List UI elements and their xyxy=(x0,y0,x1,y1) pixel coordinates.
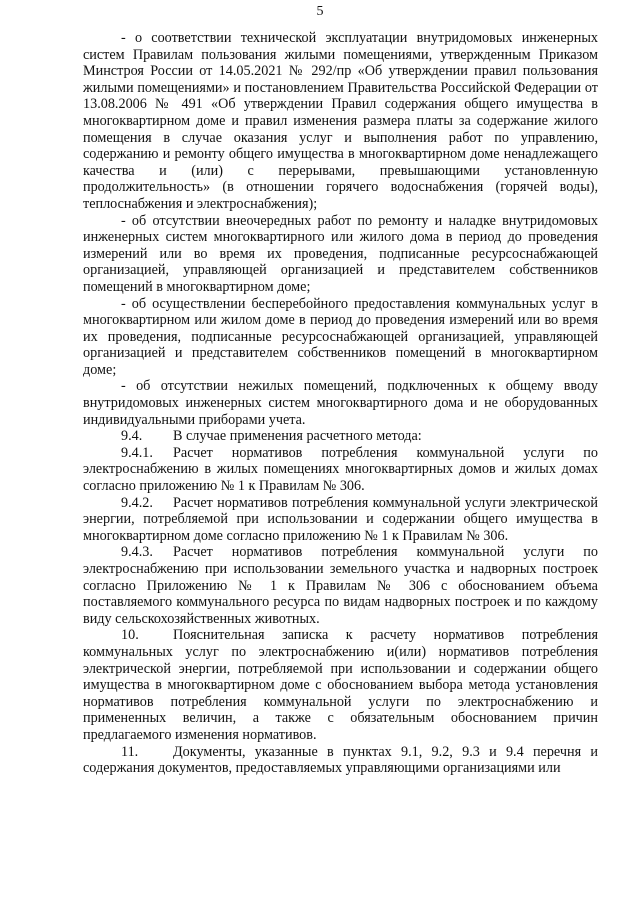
paragraph-9-4-3 xyxy=(83,544,598,627)
paragraph-number: 9.4. xyxy=(121,428,143,445)
paragraph-number: 10. xyxy=(121,627,139,644)
paragraph-text: Расчет нормативов потребления коммунальной услуги по электроснабжению в жилых помещениях многоквартирных домов и жилых домах согласно приложению № 1 к Правилам № 306. xyxy=(83,444,598,495)
paragraph-text: - об отсутствии нежилых помещений, подключенных к общему вводу внутридомовых инженерных систем многоквартирного дома и не оборудованных индивидуальными приборами учета. xyxy=(83,378,598,428)
paragraph-text: - об осуществлении бесперебойного предоставления коммунальных услуг в многоквартирном или жилом доме в период до проведения измерений или во время их проведения, подписанные ресурсоснабжающей организацией, управляющей организацией и представителем собственников помещений в многоквартирном доме; xyxy=(83,295,598,378)
paragraph-no-extra-works xyxy=(83,213,598,296)
paragraph-text: Пояснительная записка к расчету нормативов потребления коммунальных услуг по электроснабжению и(или) нормативов потребления электрической энергии, потребляемой при использовании и содержании общего имущества в многоквартирном доме с обоснованием выбора метода установления нормативов потребления коммунальной услуги по электроснабжению и примененных величин, а также с обязательным обоснованием причин предлагаемого изменения нормативов. xyxy=(83,627,598,743)
paragraph-9-4-1 xyxy=(83,445,598,495)
paragraph-text: В случае применения расчетного метода: xyxy=(173,428,422,445)
paragraph-11 xyxy=(83,744,598,777)
paragraph-number: 9.4.2. xyxy=(121,494,153,511)
paragraph-9-4-2 xyxy=(83,495,598,545)
paragraph-uninterrupted-supply xyxy=(83,296,598,379)
paragraph-text: Расчет нормативов потребления коммунальной услуги по электроснабжению при использовании земельного участка и надворных построек согласно Приложению № 1 к Правилам № 306 с обоснованием объема поставляемого коммунального ресурса по видам надворных построек и по каждому виду сельскохозяйственных животных. xyxy=(83,544,598,627)
document-body xyxy=(83,30,598,777)
paragraph-10 xyxy=(83,627,598,743)
paragraph-technical-operation xyxy=(83,30,598,213)
paragraph-9-4 xyxy=(83,428,598,445)
paragraph-text: - об отсутствии внеочередных работ по ремонту и наладке внутридомовых инженерных систем многоквартирного или жилого дома в период до проведения измерений или во время их проведения, подписанные ресурсоснабжающей организацией, управляющей организацией и представителем собственников помещений в многоквартирном доме; xyxy=(83,212,598,295)
page-number: 5 xyxy=(316,4,324,19)
paragraph-number: 9.4.3. xyxy=(121,544,153,561)
paragraph-text: Расчет нормативов потребления коммунальной услуги электрической энергии, потребляемой при использовании и содержании общего имущества в многоквартирном доме согласно приложению № 1 к Правилам № 306. xyxy=(83,494,598,544)
paragraph-text: - о соответствии технической эксплуатации внутридомовых инженерных систем Правилам пользования жилыми помещениями, утвержденным Приказом Минстроя России от 14.05.2021 № 292/пр «Об утверждении правил пользования жилыми помещениями» и постановлением Правительства Российской Федерации от 13.08.2006 № 491 «Об утверждении Правил содержания общего имущества в многоквартирном доме и правил изменения размера платы за содержание жилого помещения в случае оказания услуг и выполнения работ по управлению, содержанию и ремонту общего имущества в многоквартирном доме ненадлежащего качества и (или) с перерывами, превышающими установленную продолжительность» (в отношении горячего водоснабжения (горячей воды), теплоснабжения и электроснабжения); xyxy=(83,30,598,212)
paragraph-text: Документы, указанные в пунктах 9.1, 9.2, 9.3 и 9.4 перечня и содержания документов, предоставляемых управляющими организациями или xyxy=(83,743,598,777)
paragraph-no-nonresidential xyxy=(83,378,598,428)
paragraph-number: 11. xyxy=(121,743,139,760)
paragraph-number: 9.4.1. xyxy=(121,444,153,461)
